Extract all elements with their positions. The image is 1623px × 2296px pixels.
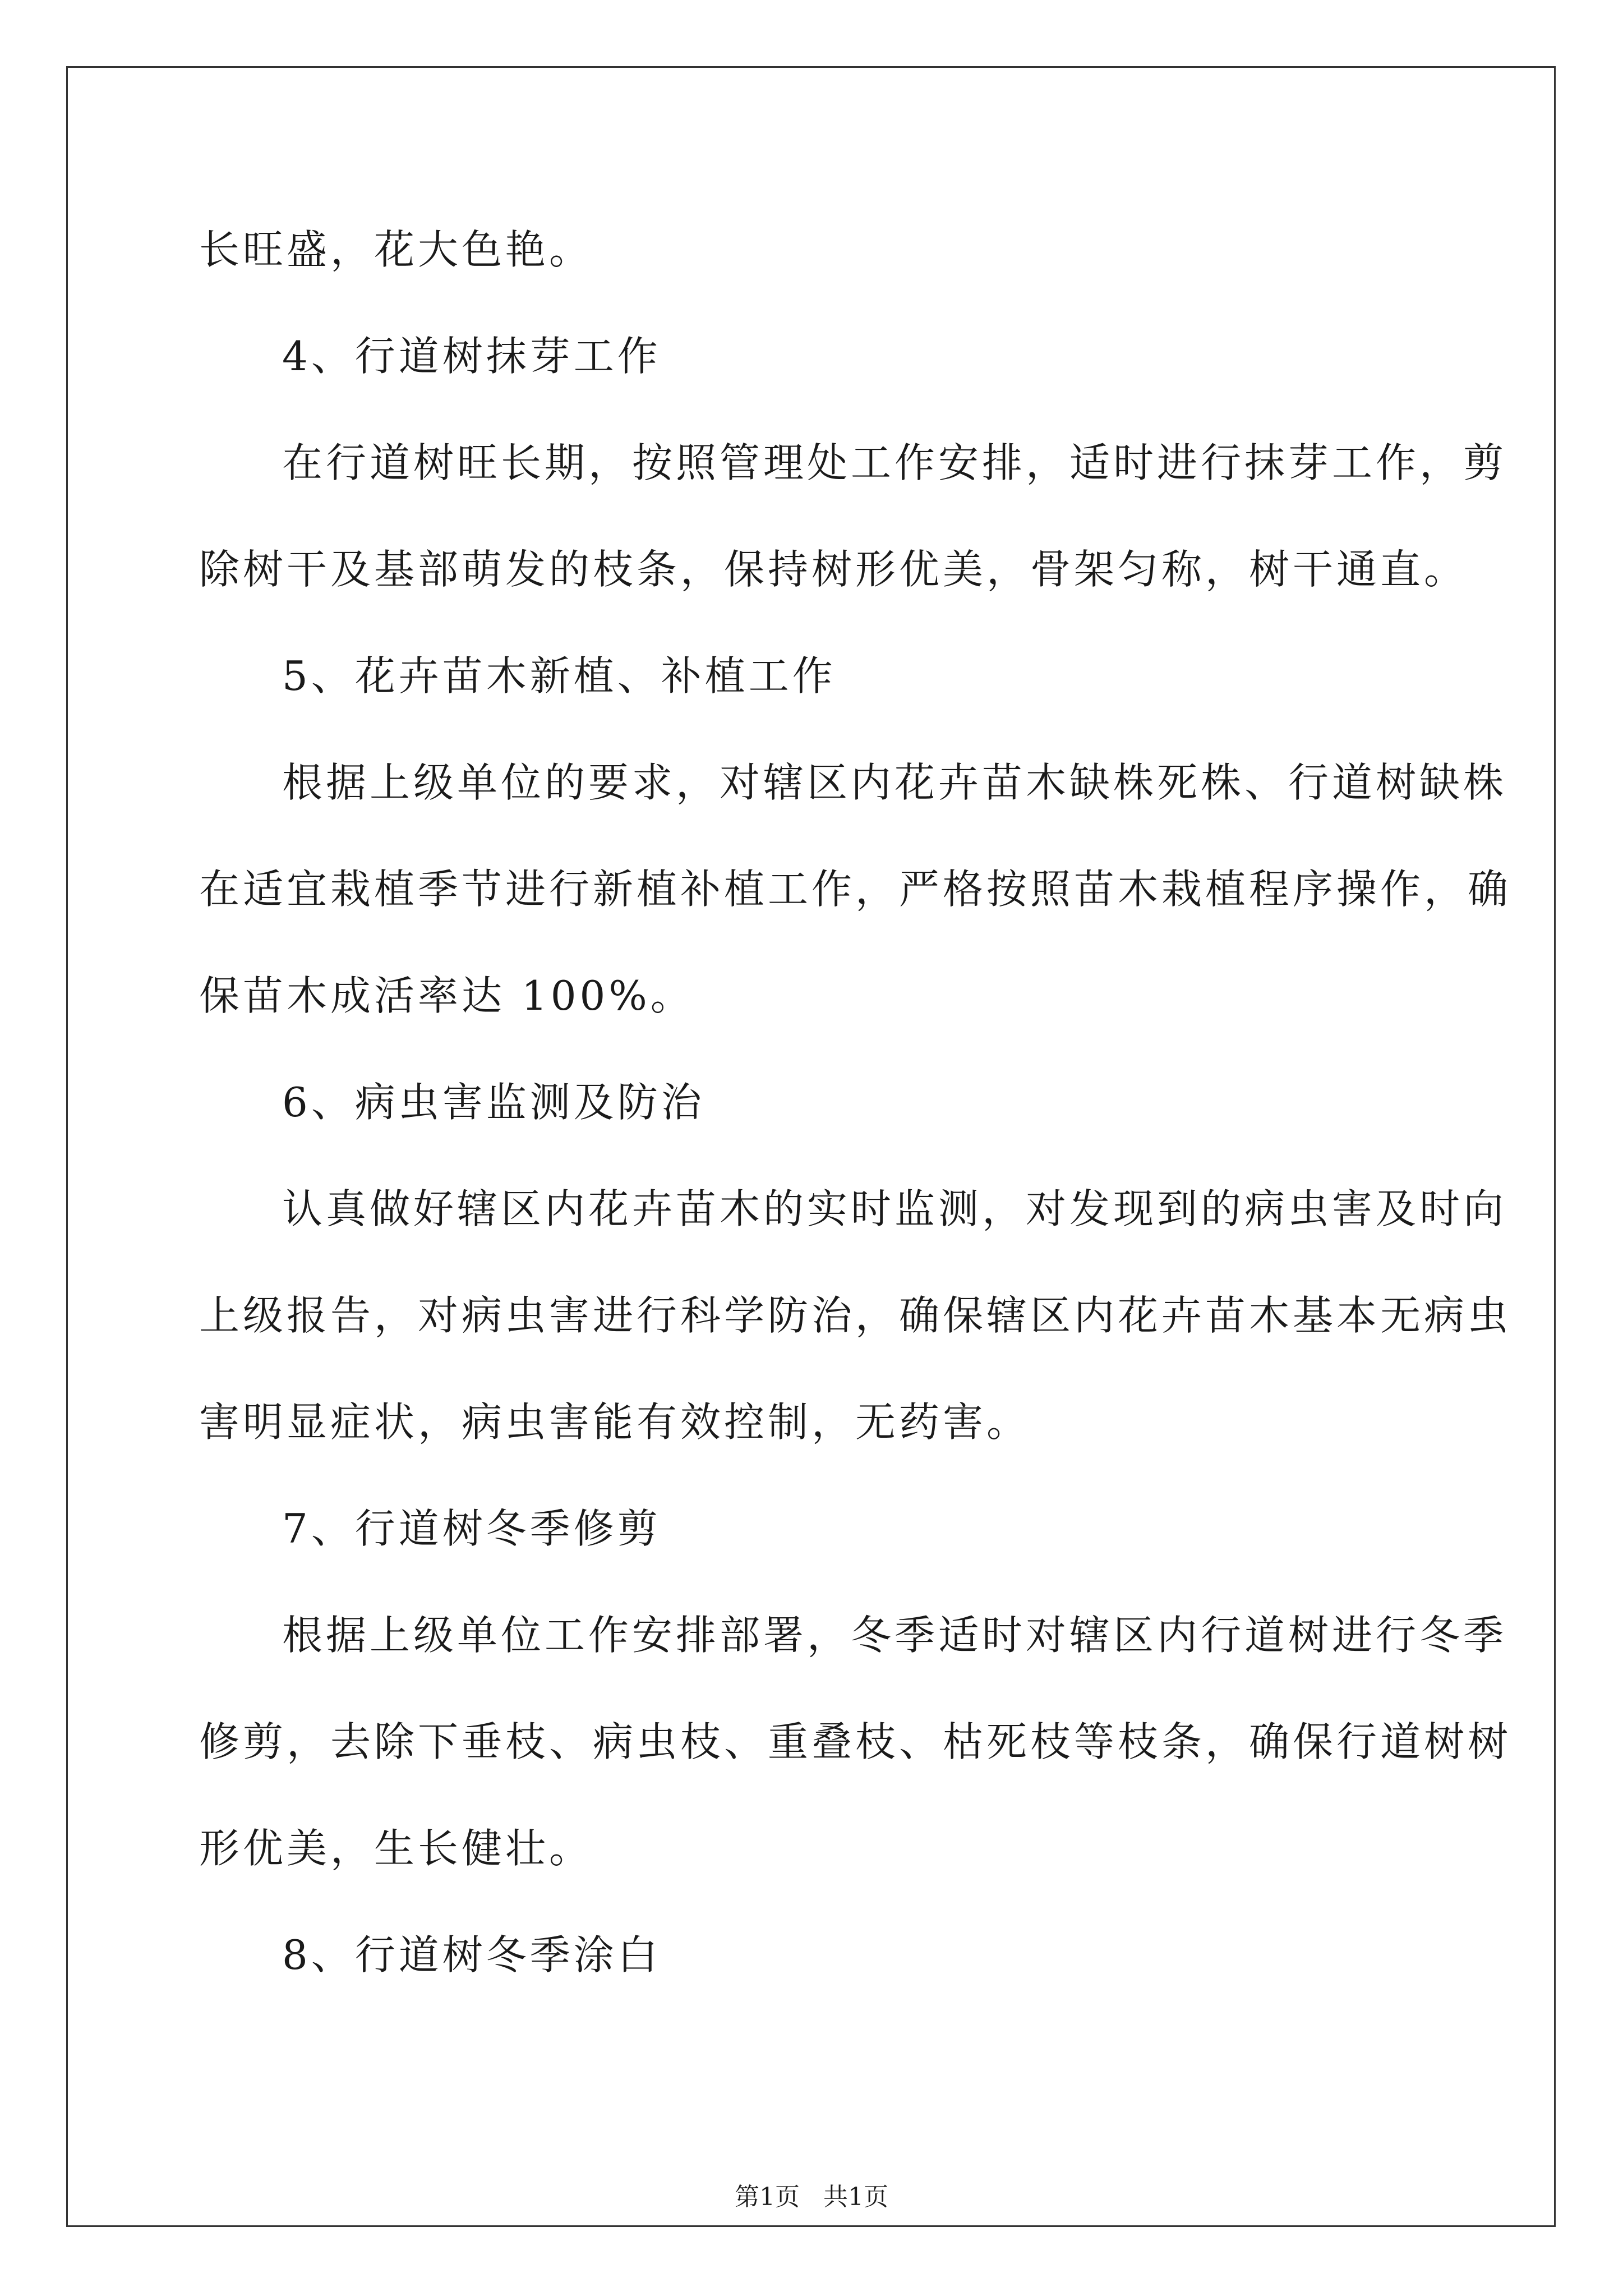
section-heading-5: 5、花卉苗木新植、补植工作 [282, 652, 836, 700]
text-line: 除树干及基部萌发的枝条，保持树形优美，骨架匀称，树干通直。 [199, 546, 1468, 593]
text-line: 根据上级单位的要求，对辖区内花卉苗木缺株死株、行道树缺株 [282, 759, 1507, 806]
text-line: 在适宜栽植季节进行新植补植工作，严格按照苗木栽植程序操作，确 [199, 866, 1512, 913]
section-heading-7: 7、行道树冬季修剪 [282, 1505, 661, 1552]
text-line: 在行道树旺长期，按照管理处工作安排，适时进行抹芽工作，剪 [282, 439, 1507, 486]
text-line: 保苗木成活率达 100%。 [199, 972, 694, 1019]
text-line: 认真做好辖区内花卉苗木的实时监测，对发现到的病虫害及时向 [282, 1185, 1507, 1232]
text-line: 修剪，去除下垂枝、病虫枝、重叠枝、枯死枝等枝条，确保行道树树 [199, 1718, 1512, 1765]
text-line: 根据上级单位工作安排部署，冬季适时对辖区内行道树进行冬季 [282, 1612, 1507, 1659]
text-line: 长旺盛，花大色艳。 [199, 226, 593, 273]
page-number-footer: 第1页 共1页 [735, 2183, 888, 2211]
text-line: 上级报告，对病虫害进行科学防治，确保辖区内花卉苗木基本无病虫 [199, 1292, 1512, 1339]
section-heading-8: 8、行道树冬季涂白 [282, 1931, 661, 1978]
text-line: 害明显症状，病虫害能有效控制，无药害。 [199, 1398, 1031, 1446]
document-body [199, 219, 1512, 2031]
section-heading-6: 6、病虫害监测及防治 [282, 1079, 705, 1126]
text-line: 形优美，生长健壮。 [199, 1825, 593, 1872]
section-heading-4: 4、行道树抹芽工作 [282, 333, 661, 380]
